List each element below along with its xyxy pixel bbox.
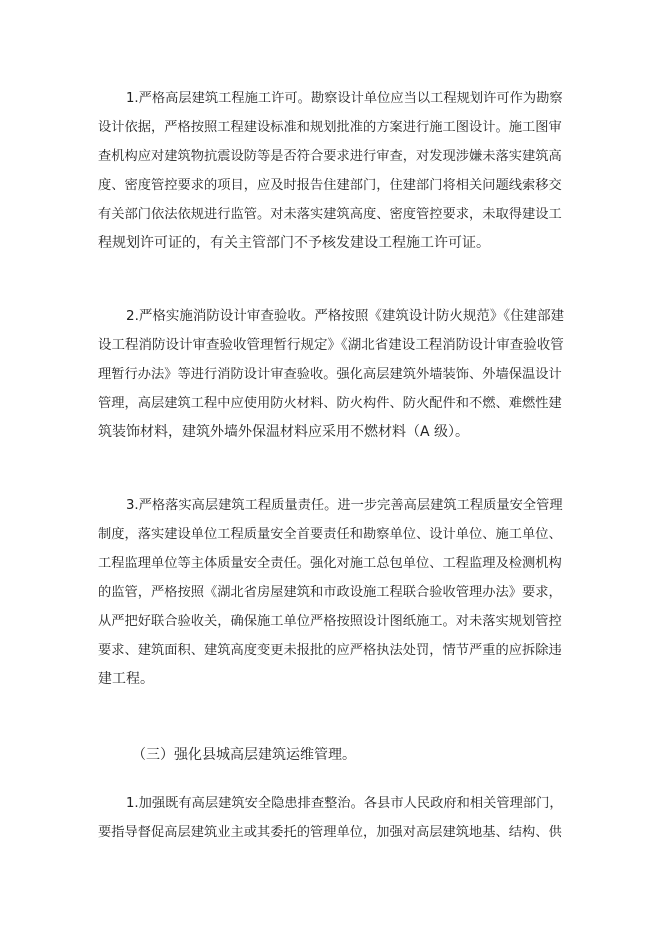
text-line: 建工程。: [98, 671, 154, 687]
text-line: 程规划许可证的，有关主管部门不予核发建设工程施工许可证。: [98, 235, 490, 251]
text-line: 有关部门依法依规进行监管。对未落实建筑高度、密度管控要求，未取得建设工: [98, 207, 562, 222]
text-line: 从严把好联合验收关，确保施工单位严格按照设计图纸施工。对未落实规划管控: [98, 614, 562, 629]
section-heading: （三）强化县城高层建筑运维管理。: [132, 747, 356, 763]
text-line: 1.加强既有高层建筑安全隐患排查整治。各县市人民政府和相关管理部门，: [126, 796, 563, 811]
text-line: 要指导督促高层建筑业主或其委托的管理单位，加强对高层建筑地基、结构、供: [98, 825, 562, 840]
text-line: 制度，落实建设单位工程质量安全首要责任和勘察单位、设计单位、施工单位、: [98, 527, 562, 542]
text-line: 的监管，严格按照《湖北省房屋建筑和市政设施工程联合验收管理办法》要求，: [98, 585, 562, 600]
text-line: 要求、建筑面积、建筑高度变更未报批的应严格执法处罚，情节严重的应拆除违: [98, 643, 562, 658]
text-line: 度、密度管控要求的项目，应及时报告住建部门，住建部门将相关问题线索移交: [98, 178, 562, 193]
text-line: 设计依据，严格按照工程建设标准和规划批准的方案进行施工图设计。施工图审: [98, 120, 562, 135]
text-line: 工程监理单位等主体质量安全责任。强化对施工总包单位、工程监理及检测机构: [98, 556, 562, 571]
paragraph-construction-permit: [98, 84, 564, 258]
text-line: 2.严格实施消防设计审查验收。严格按照《建筑设计防火规范》《住建部建: [126, 308, 565, 324]
text-line: 3.严格落实高层建筑工程质量责任。进一步完善高层建筑工程质量安全管理: [126, 498, 563, 513]
paragraph-hazard-inspection: [98, 789, 564, 847]
text-line: 理暂行办法》等进行消防设计审查验收。强化高层建筑外墙装饰、外墙保温设计: [98, 367, 562, 382]
text-line: 查机构应对建筑物抗震设防等是否符合要求进行审查，对发现涉嫌未落实建筑高: [98, 149, 562, 164]
paragraph-quality-responsibility: [98, 491, 564, 694]
paragraph-fire-design-review: [98, 302, 564, 447]
text-line: 管理，高层建筑工程中应使用防火材料、防火构件、防火配件和不燃、难燃性建: [98, 396, 562, 411]
text-line: 筑装饰材料，建筑外墙外保温材料应采用不燃材料（A 级）。: [98, 424, 470, 440]
text-line: 1.严格高层建筑工程施工许可。勘察设计单位应当以工程规划许可作为勘察: [126, 91, 563, 106]
text-line: 设工程消防设计审查验收管理暂行规定》《湖北省建设工程消防设计审查验收管: [98, 337, 564, 353]
